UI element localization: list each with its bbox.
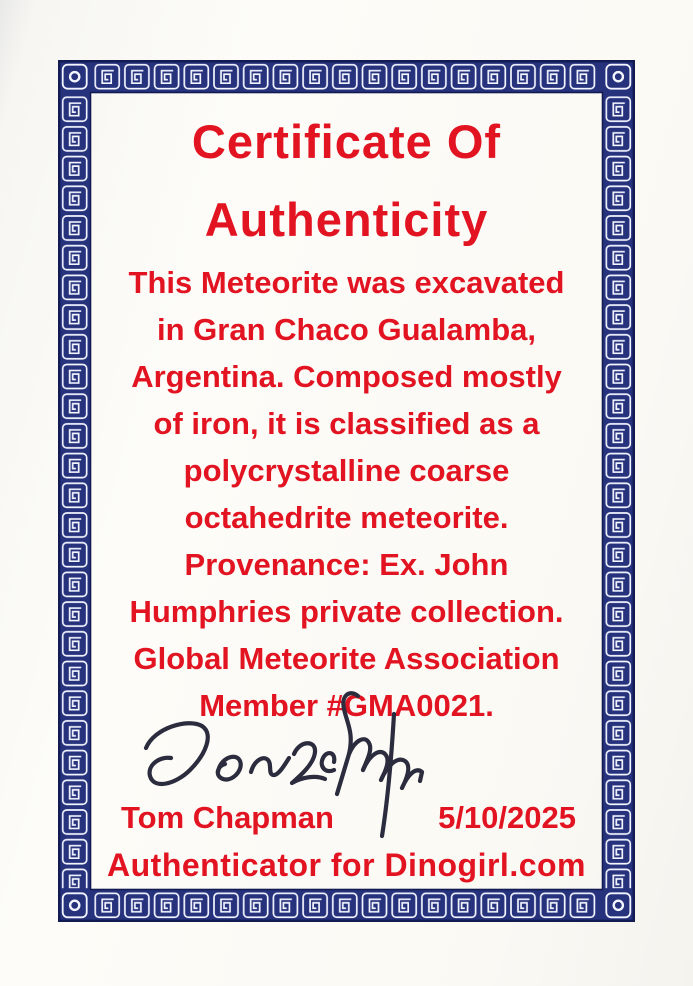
signer-role: Authenticator for Dinogirl.com [107, 847, 586, 883]
body-line: Provenance: Ex. John [184, 547, 509, 582]
certificate-frame [58, 60, 635, 922]
body-line: Argentina. Composed mostly [131, 359, 562, 394]
body-line: Member #GMA0021. [199, 688, 494, 723]
body-line: Global Meteorite Association [133, 641, 560, 676]
body-line: polycrystalline coarse [183, 453, 510, 488]
signature-date: 5/10/2025 [438, 800, 576, 835]
certificate-title [91, 103, 602, 259]
certificate-content [91, 93, 602, 889]
body-line: octahedrite meteorite. [184, 500, 509, 535]
signer-row [91, 800, 602, 836]
body-line: in Gran Chaco Gualamba, [157, 312, 536, 347]
border-right-glyphs [605, 96, 631, 888]
body-line: This Meteorite was excavated [128, 265, 565, 300]
border-top-glyphs [94, 64, 596, 90]
body-line: of iron, it is classified as a [153, 406, 540, 441]
signer-name: Tom Chapman [121, 800, 334, 835]
body-line: Humphries private collection. [129, 594, 564, 629]
title-line-2: Authenticity [204, 193, 489, 246]
border-bottom-glyphs [94, 892, 596, 918]
certificate-body [91, 259, 602, 729]
title-line-1: Certificate Of [191, 115, 502, 168]
border-left-glyphs [62, 96, 88, 888]
